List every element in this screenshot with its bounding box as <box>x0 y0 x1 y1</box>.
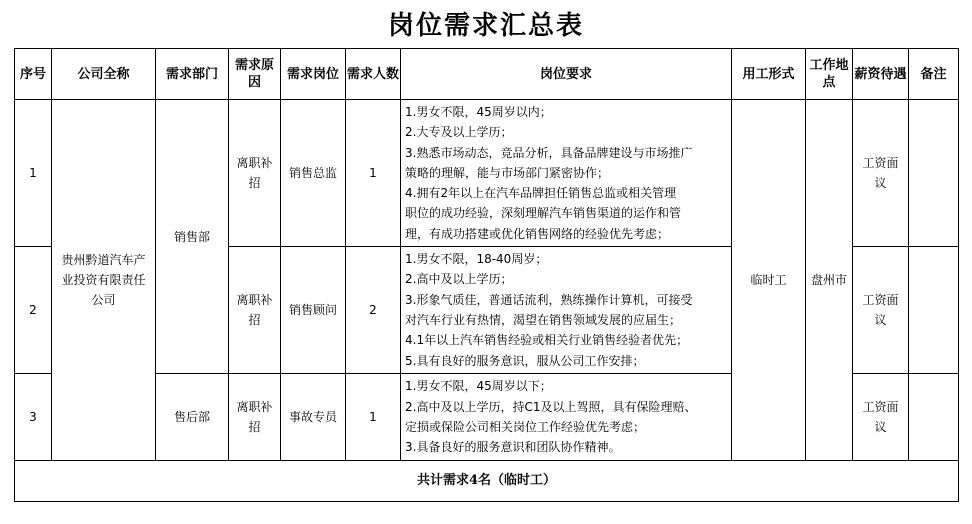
cell-seq: 2 <box>15 247 52 374</box>
cell-remark <box>909 374 959 461</box>
cell-dept: 售后部 <box>156 374 229 461</box>
total-summary: 共计需求4名（临时工） <box>15 461 959 502</box>
header-reason: 需求原因 <box>229 49 281 100</box>
cell-location: 盘州市 <box>806 100 853 461</box>
header-seq: 序号 <box>15 49 52 100</box>
cell-position: 事故专员 <box>281 374 346 461</box>
requirement-line: 3.具备良好的服务意识和团队协作精神。 <box>405 440 621 455</box>
cell-company: 贵州黔道汽车产业投资有限责任公司 <box>52 100 156 461</box>
cell-requirements <box>401 100 732 247</box>
requirement-line: 2.高中及以上学历，持C1及以上驾照，具有保险理赔、 <box>405 399 697 414</box>
requirement-line: 3.形象气质佳，普通话流利，熟练操作计算机，可接受 <box>405 292 693 307</box>
cell-requirements <box>401 247 732 374</box>
requirement-line: 1.男女不限，45周岁以下； <box>405 379 552 394</box>
cell-seq: 1 <box>15 100 52 247</box>
cell-reason: 离职补招 <box>229 374 281 461</box>
requirement-line: 4.1年以上汽车销售经验或相关行业销售经验者优先； <box>405 333 689 348</box>
header-company: 公司全称 <box>52 49 156 100</box>
header-requirements: 岗位要求 <box>401 49 732 100</box>
cell-reason: 离职补招 <box>229 247 281 374</box>
header-dept: 需求部门 <box>156 49 229 100</box>
requirement-line: 定损或保险公司相关岗位工作经验优先考虑； <box>405 420 646 434</box>
cell-remark <box>909 247 959 374</box>
cell-position: 销售总监 <box>281 100 346 247</box>
header-count: 需求人数 <box>346 49 401 100</box>
requirement-line: 对汽车行业有热情，渴望在销售领域发展的应届生； <box>405 313 682 327</box>
requirement-line: 1.男女不限，18-40周岁； <box>405 252 548 267</box>
header-position: 需求岗位 <box>281 49 346 100</box>
header-location: 工作地点 <box>806 49 853 100</box>
requirement-line: 5.具有良好的服务意识，服从公司工作安排； <box>405 353 645 368</box>
cell-dept: 销售部 <box>156 100 229 374</box>
requirement-line: 理，有成功搭建或优化销售网络的经验优先考虑； <box>405 226 670 241</box>
requirements-table <box>14 48 959 502</box>
requirement-line: 职位的成功经验，深刻理解汽车销售渠道的运作和管 <box>405 206 682 221</box>
total-row <box>15 461 959 502</box>
cell-salary: 工资面议 <box>853 247 909 374</box>
cell-seq: 3 <box>15 374 52 461</box>
header-salary: 薪资待遇 <box>853 49 909 100</box>
requirement-line: 4.拥有2年以上在汽车品牌担任销售总监或相关管理 <box>405 186 677 201</box>
cell-remark <box>909 100 959 247</box>
cell-requirements <box>401 374 732 461</box>
cell-salary: 工资面议 <box>853 100 909 247</box>
cell-count: 1 <box>346 100 401 247</box>
requirement-line: 策略的理解，能与市场部门紧密协作； <box>405 165 610 180</box>
requirement-line: 2.大专及以上学历； <box>405 125 513 140</box>
header-row <box>15 49 959 100</box>
requirement-line: 1.男女不限，45周岁以内； <box>405 104 552 119</box>
header-remark: 备注 <box>909 49 959 100</box>
requirement-line: 3.熟悉市场动态，竞品分析，具备品牌建设与市场推广 <box>405 145 693 160</box>
cell-reason: 离职补招 <box>229 100 281 247</box>
requirement-line: 2.高中及以上学历； <box>405 272 513 287</box>
cell-count: 2 <box>346 247 401 374</box>
page-title: 岗位需求汇总表 <box>387 11 584 41</box>
cell-salary: 工资面议 <box>853 374 909 461</box>
cell-position: 销售顾问 <box>281 247 346 374</box>
cell-employment: 临时工 <box>732 100 806 461</box>
table-row <box>15 100 959 247</box>
header-employment: 用工形式 <box>732 49 806 100</box>
cell-count: 1 <box>346 374 401 461</box>
